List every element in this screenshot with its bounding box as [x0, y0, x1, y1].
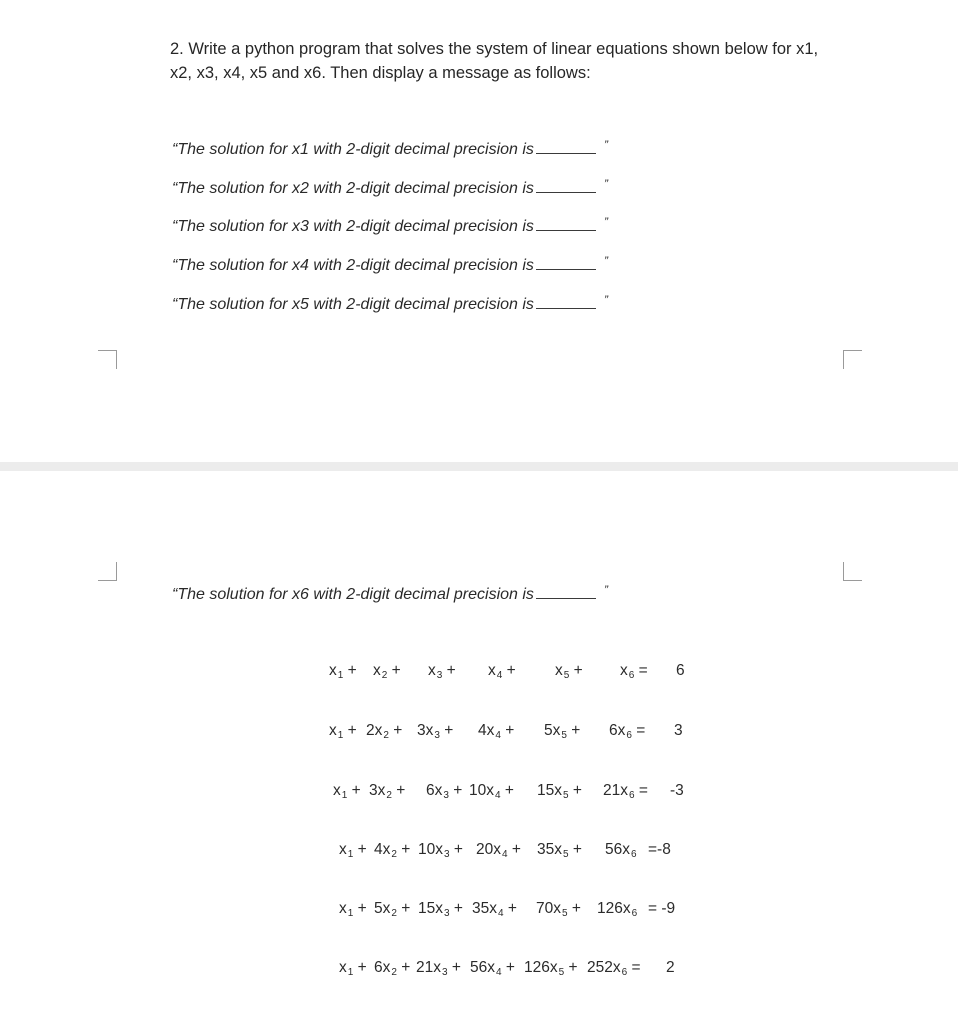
term-operator: + [396, 900, 411, 917]
equation-term-x6 [609, 721, 645, 743]
equation-rhs [674, 721, 683, 741]
equation-rhs [648, 840, 671, 860]
equation-term-x1 [339, 840, 367, 862]
term-subscript: 1 [347, 908, 354, 919]
equation-rhs [648, 899, 675, 919]
solution-text: “The solution for x4 with 2-digit decimal precision is [172, 257, 534, 274]
equation-term-x1 [339, 899, 367, 921]
term-subscript: 4 [502, 849, 508, 860]
term-operator: + [343, 662, 357, 679]
term-subscript: 1 [347, 967, 354, 978]
term-subscript: 3 [444, 908, 450, 919]
term-subscript: 4 [496, 967, 502, 978]
term-operator: + [396, 959, 411, 976]
term-operator: + [449, 900, 463, 917]
equation-term-x6 [605, 840, 637, 862]
equation-term-x1 [339, 958, 367, 980]
term-operator: + [448, 782, 463, 799]
term-operator: + [387, 662, 401, 679]
term-coefficient: 10x [469, 782, 494, 799]
equation-row-1 [0, 661, 958, 687]
term-subscript: 5 [563, 849, 569, 860]
equation-term-x3 [426, 781, 462, 803]
equation-term-x2 [374, 840, 410, 862]
term-operator: = [627, 959, 641, 976]
term-coefficient: 2x [366, 722, 383, 739]
equation-term-x4 [478, 721, 514, 743]
equation-term-x4 [476, 840, 521, 862]
equation-term-x3 [417, 721, 453, 743]
term-coefficient: 15x [537, 782, 562, 799]
term-coefficient: 56x [470, 959, 495, 976]
term-subscript: 1 [341, 790, 348, 801]
equation-term-x2 [373, 661, 401, 683]
term-subscript: 4 [496, 670, 503, 681]
term-operator: + [502, 662, 516, 679]
equation-term-x2 [374, 958, 410, 980]
equation-term-x5 [537, 781, 582, 803]
term-coefficient: 21x [416, 959, 441, 976]
term-operator: + [501, 959, 515, 976]
solution-text: “The solution for x1 with 2-digit decimal precision is [172, 141, 534, 158]
equation-row-2 [0, 721, 958, 747]
term-subscript: 6 [628, 670, 635, 681]
term-operator: + [347, 782, 361, 799]
term-subscript: 4 [498, 908, 504, 919]
term-subscript: 5 [562, 908, 568, 919]
term-coefficient: x [620, 662, 628, 679]
term-coefficient: =-8 [648, 841, 671, 858]
term-subscript: 3 [434, 730, 440, 741]
term-coefficient: 35x [472, 900, 497, 917]
term-subscript: 2 [383, 730, 389, 741]
term-coefficient: 56x [605, 841, 630, 858]
close-quote: ” [603, 177, 608, 191]
term-coefficient: 3x [417, 722, 434, 739]
term-subscript: 2 [386, 790, 392, 801]
term-subscript: 6 [621, 967, 628, 978]
term-operator: = [634, 662, 648, 679]
term-subscript: 1 [347, 849, 354, 860]
term-subscript: 3 [442, 967, 448, 978]
term-coefficient: x [488, 662, 496, 679]
term-subscript: 1 [337, 670, 344, 681]
equation-term-x5 [537, 840, 582, 862]
term-coefficient: 20x [476, 841, 501, 858]
term-operator: + [439, 722, 454, 739]
close-quote: ” [603, 215, 608, 229]
term-coefficient: 3x [369, 782, 386, 799]
close-quote: ” [603, 138, 608, 152]
equation-term-x2 [366, 721, 402, 743]
term-coefficient: 6x [426, 782, 443, 799]
equation-term-x6 [587, 958, 641, 980]
term-subscript: 6 [629, 790, 635, 801]
equation-term-x2 [369, 781, 405, 803]
term-subscript: 5 [561, 730, 567, 741]
term-coefficient: x [339, 841, 347, 858]
term-coefficient: 252x [587, 959, 621, 976]
equation-term-x5 [544, 721, 580, 743]
equation-term-x1 [333, 781, 361, 803]
term-subscript: 6 [626, 730, 632, 741]
equation-term-x6 [603, 781, 648, 803]
equation-term-x3 [418, 840, 463, 862]
term-subscript: 2 [391, 849, 397, 860]
equation-rhs [670, 781, 684, 801]
equation-term-x6 [597, 899, 637, 921]
term-coefficient: x [339, 959, 347, 976]
solution-text: “The solution for x2 with 2-digit decimal precision is [172, 180, 534, 197]
equation-term-x4 [472, 899, 517, 921]
solution-text: “The solution for x6 with 2-digit decimal precision is [172, 586, 534, 603]
term-subscript: 5 [563, 670, 570, 681]
term-subscript: 2 [381, 670, 388, 681]
term-subscript: 5 [563, 790, 569, 801]
term-coefficient: 6 [676, 662, 685, 679]
term-operator: + [568, 841, 582, 858]
term-operator: + [449, 841, 463, 858]
close-quote: ” [603, 583, 608, 597]
equation-term-x1 [329, 721, 357, 743]
term-subscript: 6 [631, 908, 638, 919]
equation-term-x1 [329, 661, 357, 683]
term-coefficient: 21x [603, 782, 628, 799]
term-subscript: 2 [391, 967, 397, 978]
term-operator: + [566, 722, 581, 739]
term-operator: + [353, 959, 367, 976]
term-coefficient: -3 [670, 782, 684, 799]
equation-row-3 [0, 781, 958, 807]
term-coefficient: = -9 [648, 900, 676, 917]
term-subscript: 2 [391, 908, 397, 919]
term-operator: + [391, 782, 406, 799]
term-operator: + [567, 900, 581, 917]
solution-text: “The solution for x3 with 2-digit decimal precision is [172, 218, 534, 235]
equation-row-6 [0, 958, 958, 984]
equation-rhs [676, 661, 685, 681]
term-operator: + [500, 782, 514, 799]
term-coefficient: 126x [524, 959, 558, 976]
term-coefficient: 70x [536, 900, 561, 917]
term-coefficient: 10x [418, 841, 443, 858]
term-coefficient: 35x [537, 841, 562, 858]
equation-term-x4 [469, 781, 514, 803]
term-operator: + [500, 722, 515, 739]
close-quote: ” [603, 293, 608, 307]
equation-row-5 [0, 899, 958, 925]
term-coefficient: x [373, 662, 381, 679]
term-subscript: 4 [495, 730, 501, 741]
term-coefficient: x [329, 662, 337, 679]
term-coefficient: 2 [666, 959, 675, 976]
term-coefficient: 6x [374, 959, 391, 976]
term-coefficient: 4x [374, 841, 391, 858]
equation-term-x4 [470, 958, 515, 980]
term-subscript: 6 [631, 849, 637, 860]
term-coefficient: x [339, 900, 347, 917]
term-operator: + [353, 900, 367, 917]
equation-term-x5 [555, 661, 583, 683]
solution-text: “The solution for x5 with 2-digit decimal precision is [172, 296, 534, 313]
term-coefficient: 5x [374, 900, 391, 917]
term-operator: + [447, 959, 461, 976]
term-coefficient: 3 [674, 722, 683, 739]
term-operator: + [442, 662, 456, 679]
term-operator: + [343, 722, 357, 739]
equation-term-x5 [524, 958, 578, 980]
term-operator: + [507, 841, 521, 858]
term-operator: + [503, 900, 517, 917]
equation-term-x3 [418, 899, 463, 921]
term-operator: + [396, 841, 411, 858]
close-quote: ” [603, 254, 608, 268]
term-operator: + [569, 662, 583, 679]
term-coefficient: x [333, 782, 341, 799]
term-operator: + [353, 841, 367, 858]
equation-rhs [666, 958, 675, 978]
equation-term-x3 [416, 958, 461, 980]
term-coefficient: 5x [544, 722, 561, 739]
term-coefficient: 15x [418, 900, 443, 917]
term-operator: = [631, 722, 646, 739]
term-subscript: 1 [337, 730, 344, 741]
term-subscript: 3 [436, 670, 443, 681]
term-coefficient: 6x [609, 722, 626, 739]
term-operator: + [388, 722, 403, 739]
term-coefficient: x [329, 722, 337, 739]
term-subscript: 5 [558, 967, 565, 978]
term-subscript: 3 [444, 849, 450, 860]
equation-term-x6 [620, 661, 648, 683]
equation-term-x3 [428, 661, 456, 683]
term-coefficient: x [428, 662, 436, 679]
equation-term-x5 [536, 899, 581, 921]
equation-row-4 [0, 840, 958, 866]
question-line-1: 2. Write a python program that solves the system of linear equations shown below for x1, [170, 40, 819, 58]
term-coefficient: 126x [597, 900, 631, 917]
question-line-2: x2, x3, x4, x5 and x6. Then display a message as follows: [170, 64, 591, 82]
term-operator: + [564, 959, 578, 976]
term-coefficient: x [555, 662, 563, 679]
equation-term-x4 [488, 661, 516, 683]
term-subscript: 4 [495, 790, 501, 801]
term-subscript: 3 [443, 790, 449, 801]
term-operator: + [568, 782, 582, 799]
term-coefficient: 4x [478, 722, 495, 739]
equation-term-x2 [374, 899, 410, 921]
term-operator: = [634, 782, 648, 799]
